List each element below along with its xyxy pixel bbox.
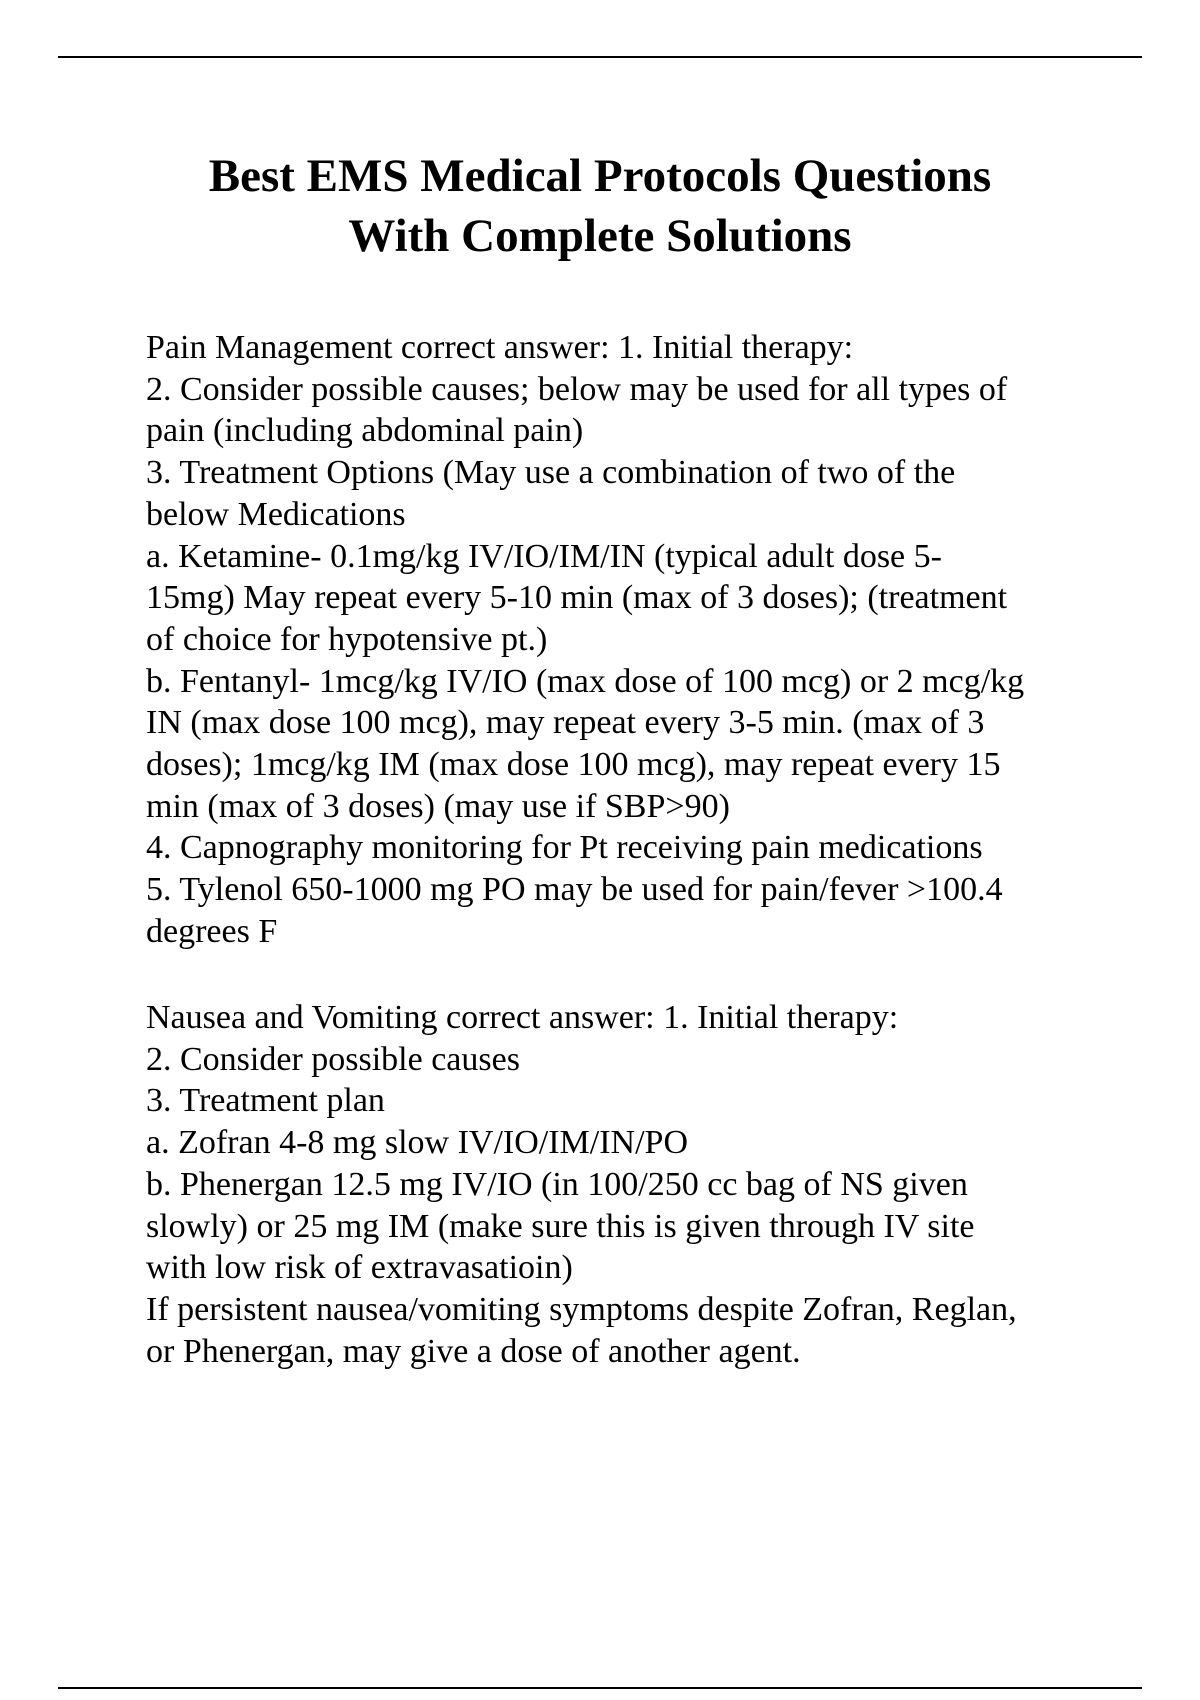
section-line: 3. Treatment Options (May use a combination of two of the (146, 454, 956, 492)
section-line: b. Fentanyl- 1mcg/kg IV/IO (max dose of 100 mcg) or 2 mcg/kg (146, 662, 1025, 700)
section-line: a. Zofran 4-8 mg slow IV/IO/IM/IN/PO (146, 1124, 689, 1162)
title-line-1: Best EMS Medical Protocols Questions (208, 150, 992, 202)
section-line: If persistent nausea/vomiting symptoms despite Zofran, Reglan, (146, 1290, 1017, 1328)
section-line: Nausea and Vomiting correct answer: 1. Initial therapy: (146, 999, 899, 1036)
section-line: Pain Management correct answer: 1. Initial therapy: (146, 329, 854, 366)
section-line: a. Ketamine- 0.1mg/kg IV/IO/IM/IN (typical adult dose 5- (146, 537, 942, 575)
page-title (100, 146, 1100, 266)
section-pain-management (146, 327, 1096, 953)
top-divider (58, 56, 1142, 58)
section-line: doses); 1mcg/kg IM (max dose 100 mcg), may repeat every 15 (146, 746, 1001, 784)
section-line: pain (including abdominal pain) (146, 412, 584, 450)
section-line: of choice for hypotensive pt.) (146, 620, 548, 658)
section-line: degrees F (146, 912, 278, 950)
bottom-divider (58, 1687, 1142, 1689)
section-line: 5. Tylenol 650-1000 mg PO may be used for pain/fever >100.4 (146, 871, 1003, 909)
section-line: b. Phenergan 12.5 mg IV/IO (in 100/250 cc bag of NS given (146, 1165, 968, 1203)
section-line: 4. Capnography monitoring for Pt receiving pain medications (146, 829, 983, 867)
section-line: below Medications (146, 495, 406, 533)
section-line: IN (max dose 100 mcg), may repeat every 3-5 min. (max of 3 (146, 704, 985, 742)
section-line: 2. Consider possible causes (146, 1040, 520, 1078)
section-line: min (max of 3 doses) (may use if SBP>90) (146, 787, 730, 825)
title-line-2: With Complete Solutions (348, 210, 852, 262)
section-line: 2. Consider possible causes; below may be used for all types of (146, 370, 1008, 408)
section-line: 3. Treatment plan (146, 1082, 385, 1120)
section-line: with low risk of extravasatioin) (146, 1249, 573, 1287)
section-line: slowly) or 25 mg IM (make sure this is given through IV site (146, 1207, 975, 1245)
section-line: or Phenergan, may give a dose of another agent. (146, 1332, 801, 1370)
section-line: 15mg) May repeat every 5-10 min (max of 3 doses); (treatment (146, 579, 1008, 617)
section-nausea-vomiting (146, 997, 1096, 1372)
